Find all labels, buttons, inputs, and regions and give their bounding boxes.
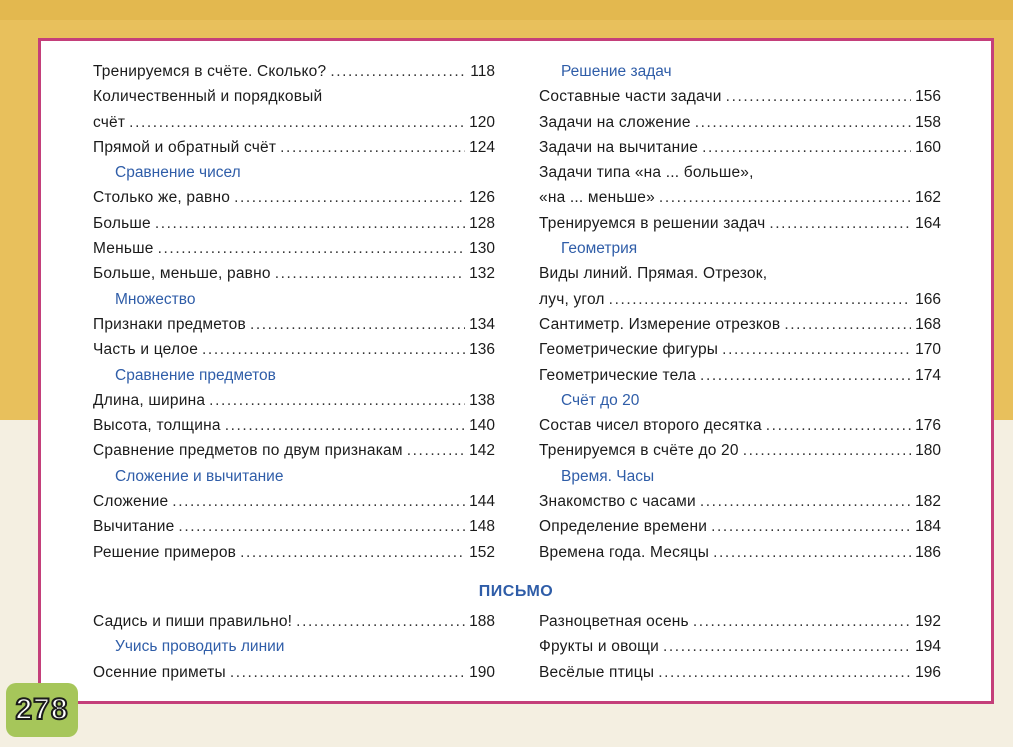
toc-dot-leader xyxy=(784,312,911,337)
toc-dot-leader xyxy=(769,211,911,236)
toc-dot-leader xyxy=(663,634,911,659)
toc-page-number: 138 xyxy=(469,391,495,409)
toc-entry-title: Весёлые птицы xyxy=(539,663,655,681)
toc-entry-title: Длина, ширина xyxy=(93,391,206,409)
toc-page-number: 168 xyxy=(915,315,941,333)
toc-bottom-right xyxy=(539,609,941,685)
toc-dot-leader xyxy=(225,413,465,438)
toc-entry[interactable] xyxy=(539,312,941,337)
toc-entry[interactable] xyxy=(539,540,941,565)
toc-entry-title: Времена года. Месяцы xyxy=(539,543,710,561)
toc-entry-title: луч, угол xyxy=(539,290,605,308)
toc-page-number: 126 xyxy=(469,189,495,207)
toc-entry[interactable] xyxy=(539,135,941,160)
toc-page-number: 176 xyxy=(915,417,941,435)
toc-entry[interactable] xyxy=(93,660,495,685)
toc-dot-leader xyxy=(658,660,911,685)
toc-dot-leader xyxy=(700,363,911,388)
toc-entry-title: Виды линий. Прямая. Отрезок, xyxy=(539,265,768,283)
toc-page-number: 192 xyxy=(915,613,941,630)
toc-entry-title: Садись и пиши правильно! xyxy=(93,613,293,630)
toc-entry-title: счёт xyxy=(93,113,126,131)
toc-right-column xyxy=(539,59,941,565)
toc-entry-title: Знакомство с часами xyxy=(539,493,696,511)
toc-dot-leader xyxy=(202,337,465,362)
toc-entry[interactable] xyxy=(93,185,495,210)
toc-entry-title: Количественный и порядковый xyxy=(93,88,323,106)
toc-panel xyxy=(38,38,994,704)
toc-entry-title: Столько же, равно xyxy=(93,189,231,207)
toc-page-number: 184 xyxy=(915,518,941,536)
toc-entry[interactable] xyxy=(93,540,495,565)
toc-page-number: 182 xyxy=(915,493,941,511)
toc-page-number: 142 xyxy=(469,442,495,460)
toc-entry[interactable] xyxy=(539,110,941,135)
toc-page-number: 164 xyxy=(915,214,941,232)
toc-entry-title: Задачи на сложение xyxy=(539,113,691,131)
toc-page-number: 152 xyxy=(469,543,495,561)
toc-section-heading: Решение задач xyxy=(561,63,672,80)
toc-dot-leader xyxy=(209,388,465,413)
toc-page-number: 160 xyxy=(915,138,941,156)
toc-entry-title: Задачи типа «на ... больше», xyxy=(539,164,754,182)
toc-entry-title: Признаки предметов xyxy=(93,315,246,333)
toc-entry[interactable] xyxy=(93,312,495,337)
toc-page-number: 196 xyxy=(915,663,941,681)
toc-entry[interactable] xyxy=(539,609,941,634)
toc-entry-title: Тренируемся в счёте до 20 xyxy=(539,442,739,460)
background-band xyxy=(0,0,1013,20)
toc-entry[interactable] xyxy=(93,261,495,286)
toc-section-heading: Сложение и вычитание xyxy=(115,467,284,485)
toc-entry-continued xyxy=(93,84,495,109)
toc-entry[interactable] xyxy=(93,110,495,135)
section-heading-pismo: ПИСЬМО xyxy=(478,583,554,600)
toc-dot-leader xyxy=(250,312,465,337)
toc-entry[interactable] xyxy=(93,388,495,413)
toc-entry-title: Высота, толщина xyxy=(93,417,221,435)
toc-entry[interactable] xyxy=(93,337,495,362)
toc-entry[interactable] xyxy=(93,211,495,236)
toc-page-number: 136 xyxy=(469,341,495,359)
toc-entry-title: Определение времени xyxy=(539,518,708,536)
toc-section-heading: Время. Часы xyxy=(561,467,655,485)
toc-page-number: 162 xyxy=(915,189,941,207)
toc-dot-leader xyxy=(296,609,465,634)
toc-dot-leader xyxy=(609,287,911,312)
toc-entry[interactable] xyxy=(539,185,941,210)
toc-section-heading: Геометрия xyxy=(561,240,638,258)
toc-page-number: 130 xyxy=(469,240,495,258)
toc-dot-leader xyxy=(695,110,911,135)
toc-dot-leader xyxy=(172,489,465,514)
toc-dot-leader xyxy=(743,438,911,463)
toc-entry[interactable] xyxy=(93,489,495,514)
toc-entry-title: Тренируемся в решении задач xyxy=(539,214,766,232)
toc-entry-title: Меньше xyxy=(93,240,154,258)
toc-section-heading: Сравнение предметов xyxy=(115,366,276,384)
toc-entry[interactable] xyxy=(539,489,941,514)
toc-entry-title: Осенние приметы xyxy=(93,663,226,681)
toc-page-number: 156 xyxy=(915,88,941,106)
toc-entry-title: Сложение xyxy=(93,493,169,511)
toc-dot-leader xyxy=(275,261,465,286)
toc-entry-title: Геометрические фигуры xyxy=(539,341,719,359)
toc-entry[interactable] xyxy=(93,413,495,438)
toc-page-number: 180 xyxy=(915,442,941,460)
toc-dot-leader xyxy=(693,609,911,634)
toc-entry-title: Тренируемся в счёте. Сколько? xyxy=(93,63,327,80)
toc-entry-title: Решение примеров xyxy=(93,543,237,561)
toc-entry-title: Разноцветная осень xyxy=(539,613,689,630)
toc-dot-leader xyxy=(129,110,465,135)
toc-entry-title: Составные части задачи xyxy=(539,88,722,106)
toc-page-number: 132 xyxy=(469,265,495,283)
toc-dot-leader xyxy=(702,135,911,160)
toc-entry[interactable] xyxy=(93,438,495,463)
toc-entry[interactable] xyxy=(539,514,941,539)
toc-entry[interactable] xyxy=(539,211,941,236)
toc-page-number: 148 xyxy=(469,518,495,536)
toc-entry[interactable] xyxy=(93,135,495,160)
toc-bottom-left xyxy=(93,609,495,685)
toc-page-number: 134 xyxy=(469,315,495,333)
toc-entry[interactable] xyxy=(539,660,941,685)
toc-dot-leader xyxy=(713,540,911,565)
toc-entry-title: Геометрические тела xyxy=(539,366,697,384)
toc-page-number: 118 xyxy=(470,63,495,80)
toc-entry[interactable] xyxy=(539,337,941,362)
toc-dot-leader xyxy=(230,660,465,685)
toc-dot-leader xyxy=(766,413,911,438)
toc-entry[interactable] xyxy=(539,438,941,463)
toc-entry[interactable] xyxy=(539,84,941,109)
toc-entry-title: Сравнение предметов по двум признакам xyxy=(93,442,403,460)
toc-dot-leader xyxy=(178,514,465,539)
toc-page-number: 124 xyxy=(469,138,495,156)
toc-section-heading: Учись проводить линии xyxy=(115,638,285,656)
toc-page-number: 186 xyxy=(915,543,941,561)
toc-entry-title: «на ... меньше» xyxy=(539,189,655,207)
toc-page-number: 166 xyxy=(915,290,941,308)
page-number-badge: 278 xyxy=(6,683,78,737)
toc-dot-leader xyxy=(700,489,911,514)
toc-entry-title: Больше xyxy=(93,214,151,232)
toc-page-number: 120 xyxy=(469,113,495,131)
toc-entry-continued xyxy=(539,160,941,185)
toc-entry[interactable] xyxy=(539,363,941,388)
toc-entry[interactable] xyxy=(539,634,941,659)
toc-entry-title: Сантиметр. Измерение отрезков xyxy=(539,315,781,333)
toc-dot-leader xyxy=(240,540,465,565)
toc-page-number: 128 xyxy=(469,214,495,232)
toc-dot-leader xyxy=(234,185,465,210)
toc-entry[interactable] xyxy=(93,514,495,539)
toc-entry-title: Задачи на вычитание xyxy=(539,138,699,156)
toc-entry-title: Часть и целое xyxy=(93,341,199,359)
toc-left-column xyxy=(93,59,495,565)
toc-page-number: 140 xyxy=(469,417,495,435)
toc-page-number: 174 xyxy=(915,366,941,384)
toc-entry-title: Фрукты и овощи xyxy=(539,638,659,656)
toc-entry[interactable] xyxy=(93,609,495,634)
toc-entry-title: Больше, меньше, равно xyxy=(93,265,271,283)
toc-dot-leader xyxy=(155,211,465,236)
toc-entry-title: Вычитание xyxy=(93,518,175,536)
toc-dot-leader xyxy=(711,514,911,539)
toc-page-number: 158 xyxy=(915,113,941,131)
toc-entry[interactable] xyxy=(93,59,495,84)
toc-section-heading: Сравнение чисел xyxy=(115,164,241,182)
toc-entry-continued xyxy=(539,261,941,286)
toc-dot-leader xyxy=(659,185,911,210)
toc-dot-leader xyxy=(280,135,465,160)
toc-page-number: 190 xyxy=(469,663,495,681)
toc-entry[interactable] xyxy=(539,287,941,312)
toc-section-heading: Множество xyxy=(115,290,196,308)
toc-entry-title: Прямой и обратный счёт xyxy=(93,138,277,156)
toc-page-number: 188 xyxy=(469,613,495,630)
toc-page-number: 144 xyxy=(469,493,495,511)
toc-page-number: 194 xyxy=(915,638,941,656)
toc-dot-leader xyxy=(726,84,911,109)
toc-dot-leader xyxy=(722,337,911,362)
toc-dot-leader xyxy=(158,236,466,261)
toc-dot-leader xyxy=(407,438,465,463)
toc-section-heading: Счёт до 20 xyxy=(561,391,640,409)
toc-dot-leader xyxy=(330,59,466,84)
toc-entry[interactable] xyxy=(93,236,495,261)
toc-page-number: 170 xyxy=(915,341,941,359)
toc-entry-title: Состав чисел второго десятка xyxy=(539,417,762,435)
toc-entry[interactable] xyxy=(539,413,941,438)
